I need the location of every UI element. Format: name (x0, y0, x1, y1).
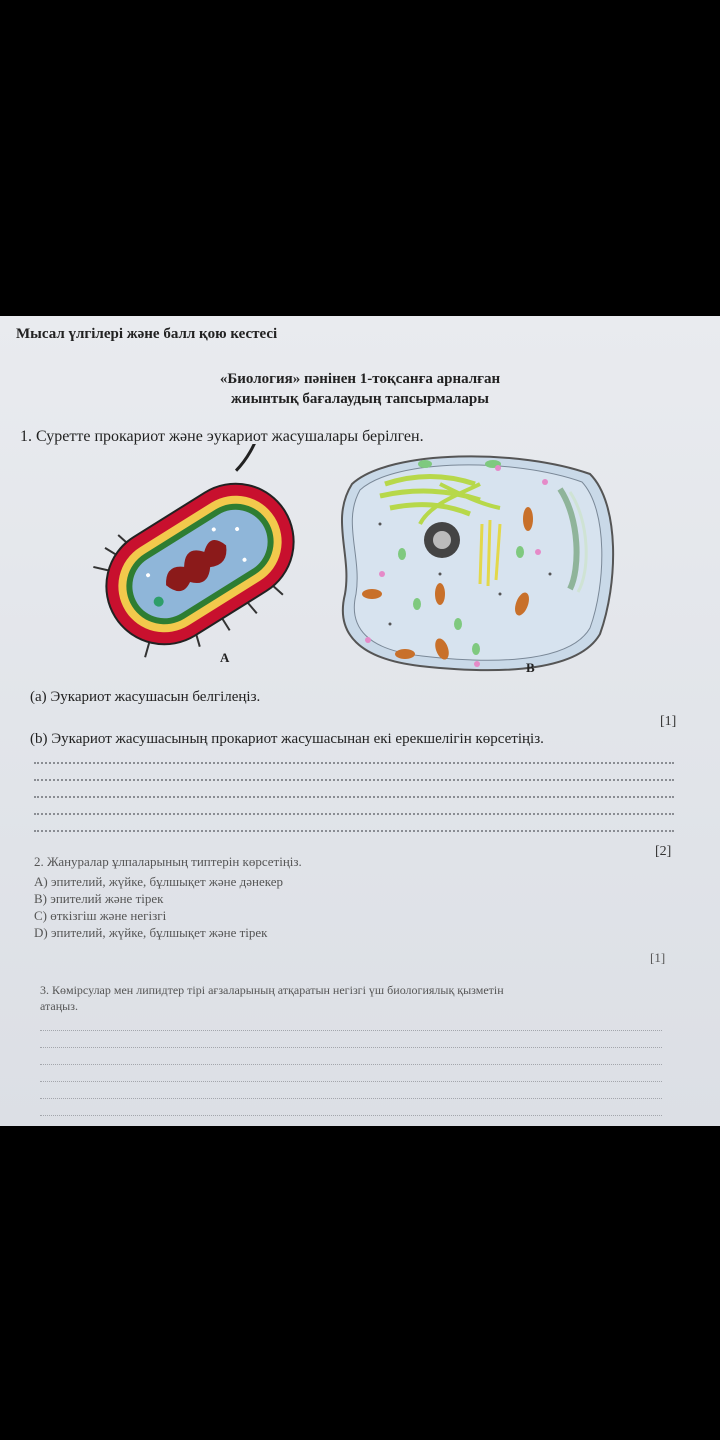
answer-line (40, 1115, 662, 1116)
question-2-option-b: B) эпителий және тірек (34, 891, 164, 906)
prokaryote-cell (90, 444, 374, 676)
score-1b: [2] (655, 844, 672, 859)
question-1-text: 1. Суретте прокариот және эукариот жасушалары берілген. (20, 428, 424, 445)
answer-line (40, 1098, 662, 1099)
answer-line (34, 830, 674, 832)
label-a: A (220, 650, 230, 665)
question-2-text: 2. Жануралар ұлпаларының типтерін көрсетіңіз. (34, 854, 302, 869)
answer-line (40, 1064, 662, 1065)
answer-line (40, 1047, 662, 1048)
answer-line (40, 1081, 662, 1082)
worksheet-page (0, 316, 720, 1126)
question-2-option-d: D) эпителий, жүйке, бұлшықет және тірек (34, 925, 268, 940)
answer-line (40, 1030, 662, 1031)
cells-illustration (90, 444, 630, 676)
title-line-2: жиынтық бағалаудың тапсырмалары (231, 391, 489, 407)
title-line-1: «Биология» пәнінен 1-тоқсанға арналған (219, 371, 501, 387)
question-1b-text: (b) Эукариот жасушасының прокариот жасушасынан екі ерекшелігін көрсетіңіз. (30, 731, 544, 747)
answer-line (34, 813, 674, 815)
page-heading: Мысал үлгілері және балл қою кестесі (16, 326, 278, 342)
answer-line (34, 779, 674, 781)
eukaryote-cell (342, 456, 613, 670)
score-1a: [1] (660, 714, 677, 729)
answer-line (34, 796, 674, 798)
question-3-text-continued: атаңыз. (40, 999, 78, 1013)
question-1a-text: (a) Эукариот жасушасын белгілеңіз. (30, 689, 261, 705)
question-3-text: 3. Көмірсулар мен липидтер тірі ағзаларының атқаратын негізгі үш биологиялық қызметін (40, 983, 504, 997)
answer-line (34, 762, 674, 764)
question-2-option-c: C) өткізгіш және негізгі (34, 908, 167, 923)
question-2-option-a: A) эпителий, жүйке, бұлшықет және дәнекер (34, 874, 283, 889)
label-b: B (526, 660, 535, 675)
score-2: [1] (650, 950, 666, 965)
